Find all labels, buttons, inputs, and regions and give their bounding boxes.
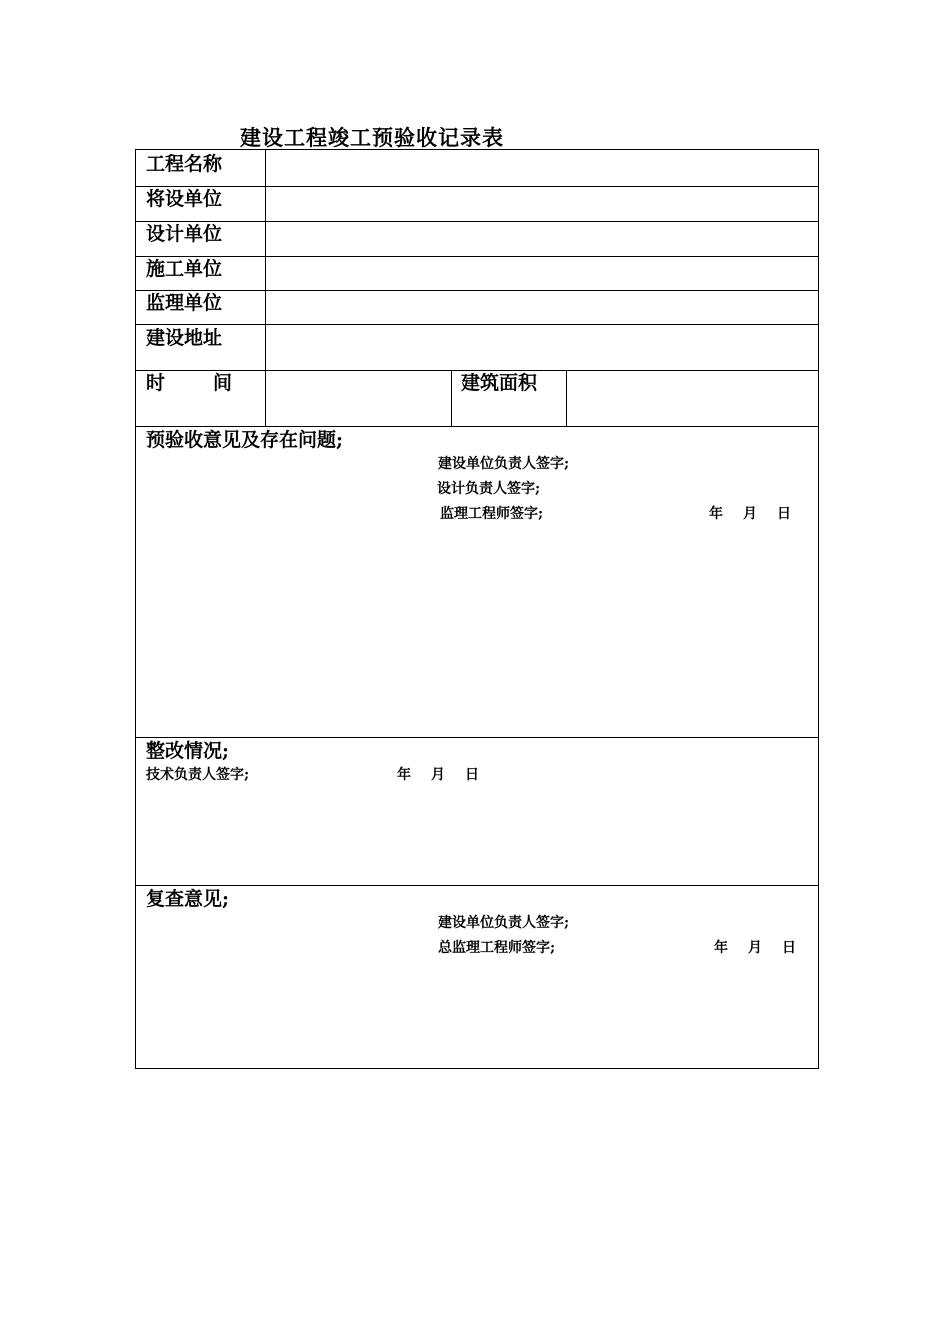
construction-unit-label: 施工单位	[146, 258, 223, 280]
pre-acceptance-heading: 预验收意见及存在问题;	[146, 429, 344, 451]
builder-unit-label: 将设单位	[146, 188, 223, 210]
building-area-field[interactable]	[568, 371, 818, 425]
pre-acceptance-day: 日	[777, 506, 791, 522]
building-area-label: 建筑面积	[461, 372, 538, 394]
rectification-year: 年	[397, 767, 411, 783]
pre-acceptance-month: 月	[743, 506, 757, 522]
row-divider	[136, 737, 818, 738]
row-divider	[136, 885, 818, 886]
project-name-field[interactable]	[267, 151, 818, 185]
rectification-heading: 整改情况;	[146, 740, 230, 762]
review-day: 日	[782, 940, 796, 956]
address-label: 建设地址	[146, 327, 223, 349]
supervision-unit-label: 监理单位	[146, 292, 223, 314]
designer-signature-label: 设计负责人签字;	[437, 481, 541, 497]
acceptance-form-table	[135, 149, 819, 1069]
form-title: 建设工程竣工预验收记录表	[240, 125, 504, 150]
column-divider	[265, 150, 266, 426]
pre-acceptance-year: 年	[709, 506, 723, 522]
review-year: 年	[714, 940, 728, 956]
project-name-label: 工程名称	[146, 153, 223, 175]
tech-lead-signature-label: 技术负责人签字;	[146, 767, 250, 783]
rectification-day: 日	[465, 767, 479, 783]
time-label-char-1: 时	[146, 372, 166, 394]
address-field[interactable]	[267, 325, 818, 369]
supervision-unit-field[interactable]	[267, 291, 818, 323]
construction-unit-field[interactable]	[267, 257, 818, 289]
chief-supervisor-signature-label: 总监理工程师签字;	[438, 940, 556, 956]
review-builder-signature-label: 建设单位负责人签字;	[438, 915, 570, 931]
column-divider	[451, 370, 452, 426]
builder-signature-label: 建设单位负责人签字;	[438, 456, 570, 472]
design-unit-field[interactable]	[267, 222, 818, 255]
column-divider	[566, 370, 567, 426]
supervisor-signature-label: 监理工程师签字;	[440, 506, 544, 522]
builder-unit-field[interactable]	[267, 187, 818, 220]
review-heading: 复查意见;	[146, 888, 230, 910]
review-month: 月	[748, 940, 762, 956]
time-field[interactable]	[267, 371, 450, 425]
rectification-month: 月	[431, 767, 445, 783]
row-divider	[136, 426, 818, 427]
time-label-char-2: 间	[213, 372, 233, 394]
design-unit-label: 设计单位	[146, 223, 223, 245]
